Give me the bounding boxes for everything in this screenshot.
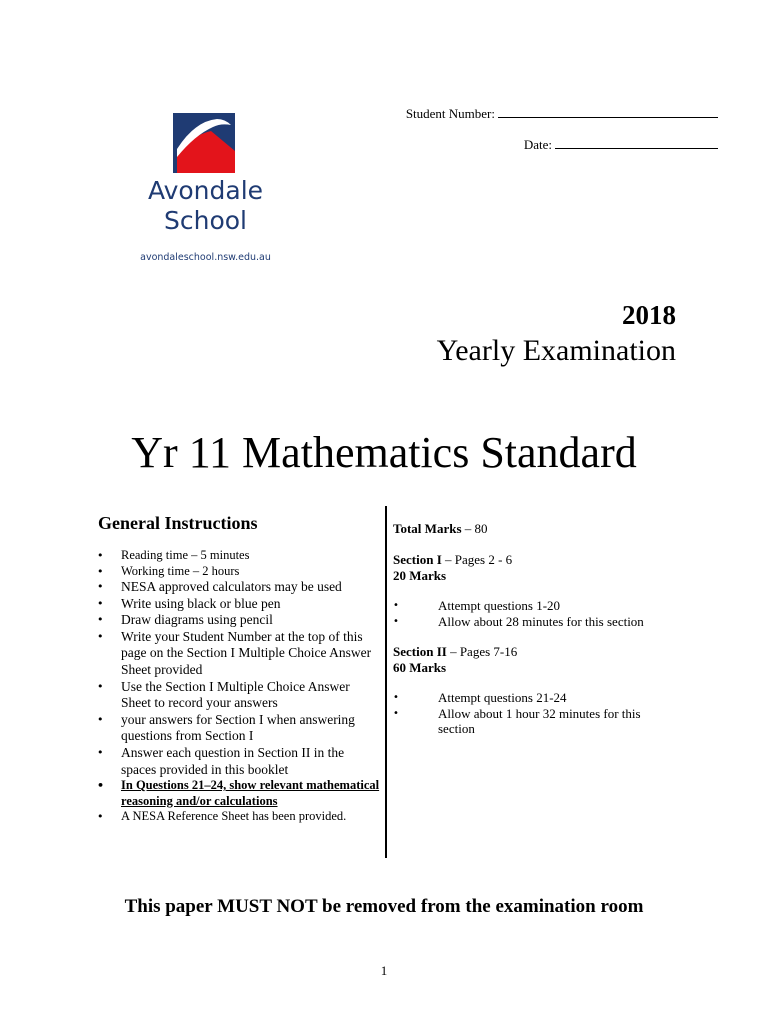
section-two-title bbox=[393, 644, 517, 660]
list-item: • Working time – 2 hours bbox=[97, 564, 382, 580]
instructions-heading: General Instructions bbox=[98, 513, 258, 533]
exam-year: 2018 bbox=[622, 300, 676, 330]
section-one-pages: – Pages 2 - 6 bbox=[445, 552, 513, 567]
list-item: • Write using black or blue pen bbox=[97, 596, 382, 613]
section-one-marks: 20 Marks bbox=[393, 568, 447, 583]
date-field[interactable] bbox=[524, 136, 718, 153]
school-emblem-icon bbox=[173, 113, 235, 173]
school-url: avondaleschool.nsw.edu.au bbox=[140, 252, 271, 263]
total-marks-label: Total Marks bbox=[393, 521, 462, 536]
instructions-list bbox=[97, 548, 382, 825]
total-marks-value: – 80 bbox=[464, 521, 488, 536]
course-title: Yr 11 Mathematics Standard bbox=[131, 428, 637, 477]
list-item: • Allow about 1 hour 32 minutes for this section bbox=[393, 706, 668, 737]
section-one-label: Section I bbox=[393, 552, 442, 567]
total-marks bbox=[393, 521, 488, 537]
list-item: • Attempt questions 21-24 bbox=[393, 690, 668, 706]
section-two-label: Section II bbox=[393, 644, 447, 659]
school-name-line2: School bbox=[164, 206, 247, 235]
school-name-line1: Avondale bbox=[147, 176, 264, 205]
exam-name: Yearly Examination bbox=[436, 334, 676, 367]
list-item: • A NESA Reference Sheet has been provided. bbox=[97, 809, 382, 825]
student-number-field[interactable] bbox=[406, 105, 718, 122]
list-item: • Answer each question in Section II in the spaces provided in this booklet bbox=[97, 745, 382, 778]
list-item: • Write your Student Number at the top of this page on the Section I Multiple Choice Answer Sheet provided bbox=[97, 629, 382, 679]
student-number-label: Student Number: bbox=[405, 106, 495, 121]
list-item: • Use the Section I Multiple Choice Answer Sheet to record your answers bbox=[97, 679, 382, 712]
school-logo bbox=[133, 113, 278, 268]
section-two-pages: – Pages 7-16 bbox=[450, 644, 518, 659]
date-line[interactable] bbox=[555, 136, 718, 149]
student-number-line[interactable] bbox=[498, 105, 718, 118]
column-divider bbox=[385, 506, 387, 858]
list-item: • Reading time – 5 minutes bbox=[97, 548, 382, 564]
section-one-title bbox=[393, 552, 512, 568]
section-two-marks: 60 Marks bbox=[393, 660, 447, 675]
date-label: Date: bbox=[523, 137, 552, 152]
section-one-list bbox=[393, 598, 693, 629]
list-item: • Attempt questions 1-20 bbox=[393, 598, 693, 614]
footer-warning: This paper MUST NOT be removed from the examination room bbox=[124, 896, 644, 917]
list-item: • your answers for Section I when answering questions from Section I bbox=[97, 712, 382, 745]
list-item-emphasis: • In Questions 21–24, show relevant mathematical reasoning and/or calculations bbox=[97, 778, 382, 809]
list-item: • Draw diagrams using pencil bbox=[97, 612, 382, 629]
page-number: 1 bbox=[380, 963, 388, 978]
list-item: • Allow about 28 minutes for this section bbox=[393, 614, 693, 630]
section-two-list bbox=[393, 690, 693, 737]
list-item: • NESA approved calculators may be used bbox=[97, 579, 382, 596]
